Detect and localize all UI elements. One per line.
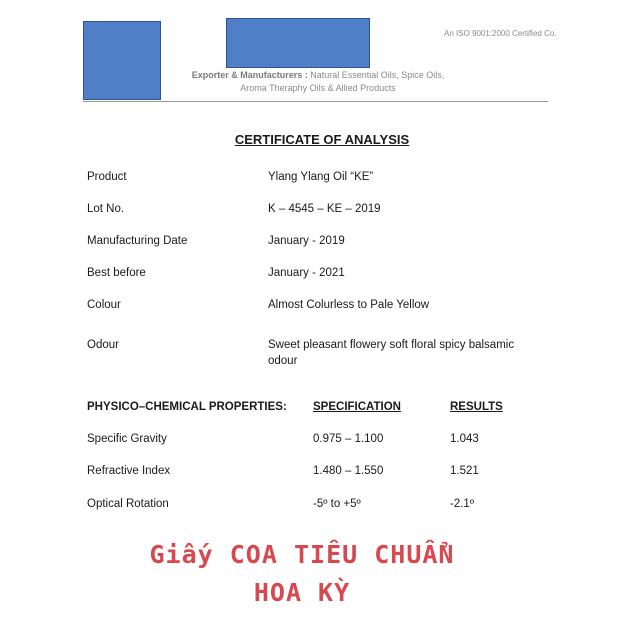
property-spec: 0.975 – 1.100 bbox=[313, 433, 384, 445]
manufacturing-date-label: Manufacturing Date bbox=[87, 235, 188, 247]
lot-label: Lot No. bbox=[87, 203, 125, 215]
property-result: -2.1º bbox=[450, 498, 475, 510]
company-name-redacted bbox=[226, 18, 370, 68]
exporter-line-1: Natural Essential Oils, Spice Oils, bbox=[310, 70, 445, 80]
colour-label: Colour bbox=[87, 299, 121, 311]
exporter-label: Exporter & Manufacturers : bbox=[191, 70, 308, 80]
product-value: Ylang Ylang Oil “KE” bbox=[268, 171, 374, 183]
best-before-value: January - 2021 bbox=[268, 267, 345, 279]
banner-line-1: Giấy COA TIÊU CHUẨN bbox=[149, 540, 455, 569]
odour-label: Odour bbox=[87, 339, 119, 351]
specification-heading: SPECIFICATION bbox=[313, 401, 401, 413]
property-spec: -5º to +5º bbox=[313, 498, 361, 510]
property-result: 1.043 bbox=[450, 433, 479, 445]
results-heading: RESULTS bbox=[450, 401, 503, 413]
colour-value: Almost Colurless to Pale Yellow bbox=[268, 299, 430, 311]
exporter-line-2: Aroma Theraphy Oils & Allied Products bbox=[240, 83, 396, 93]
property-spec: 1.480 – 1.550 bbox=[313, 465, 384, 477]
manufacturing-date-value: January - 2019 bbox=[268, 235, 345, 247]
exporter-description bbox=[178, 69, 458, 95]
certificate-title: CERTIFICATE OF ANALYSIS bbox=[234, 132, 410, 147]
odour-value: Sweet pleasant flowery soft floral spicy balsamic odour bbox=[268, 339, 515, 367]
properties-heading: PHYSICO–CHEMICAL PROPERTIES: bbox=[87, 401, 287, 413]
header-divider bbox=[83, 101, 548, 102]
property-name: Specific Gravity bbox=[87, 433, 167, 445]
lot-value: K – 4545 – KE – 2019 bbox=[268, 203, 381, 215]
company-logo-redacted bbox=[83, 21, 161, 100]
property-name: Refractive Index bbox=[87, 465, 171, 477]
banner-line-2: HOA KỲ bbox=[253, 578, 351, 607]
iso-certification-text: An ISO 9001:2000 Certified Co. bbox=[444, 29, 557, 38]
product-label: Product bbox=[87, 171, 127, 183]
property-result: 1.521 bbox=[450, 465, 479, 477]
property-name: Optical Rotation bbox=[87, 498, 169, 510]
best-before-label: Best before bbox=[87, 267, 146, 279]
